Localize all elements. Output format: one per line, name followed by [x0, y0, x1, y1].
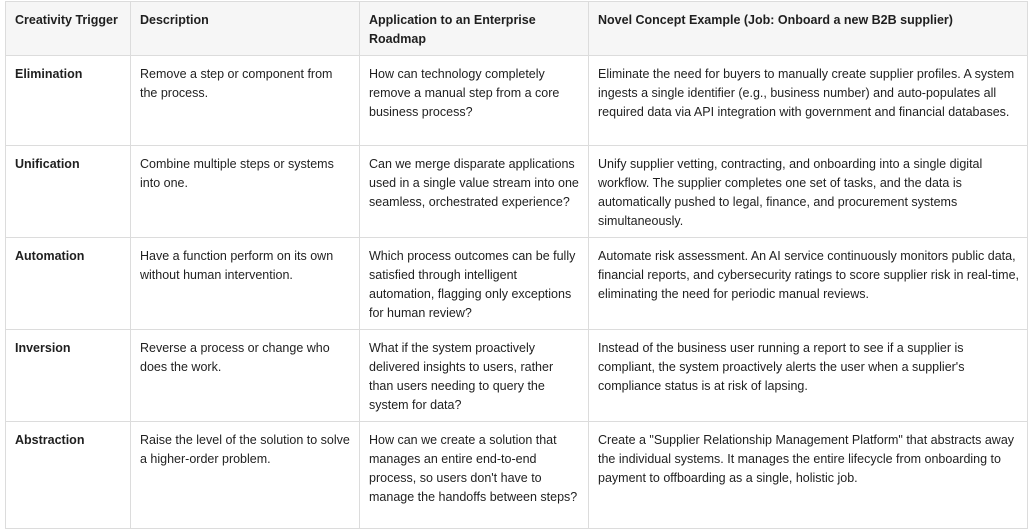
description-cell: Remove a step or component from the process. [131, 56, 360, 146]
table-row [6, 238, 1028, 330]
application-cell: Can we merge disparate applications used in a single value stream into one seamless, orchestrated experience? [360, 146, 589, 238]
header-description: Description [131, 2, 360, 56]
application-cell: How can we create a solution that manages an entire end-to-end process, so users don't have to manage the handoffs between steps? [360, 422, 589, 529]
trigger-cell: Automation [6, 238, 131, 330]
application-cell: What if the system proactively delivered insights to users, rather than users needing to query the system for data? [360, 330, 589, 422]
table-header-row [6, 2, 1028, 56]
application-cell: How can technology completely remove a manual step from a core business process? [360, 56, 589, 146]
description-cell: Reverse a process or change who does the work. [131, 330, 360, 422]
application-cell: Which process outcomes can be fully satisfied through intelligent automation, flagging only exceptions for human review? [360, 238, 589, 330]
trigger-cell: Unification [6, 146, 131, 238]
example-cell: Instead of the business user running a report to see if a supplier is compliant, the system proactively alerts the user when a supplier's compliance status is at risk of lapsing. [589, 330, 1028, 422]
description-cell: Combine multiple steps or systems into one. [131, 146, 360, 238]
example-cell: Create a "Supplier Relationship Management Platform" that abstracts away the individual systems. It manages the entire lifecycle from onboarding to payment to offboarding as a single, holistic job. [589, 422, 1028, 529]
description-cell: Raise the level of the solution to solve a higher-order problem. [131, 422, 360, 529]
example-cell: Automate risk assessment. An AI service continuously monitors public data, financial reports, and cybersecurity ratings to score supplier risk in real-time, eliminating the need for periodic manual reviews. [589, 238, 1028, 330]
example-cell: Unify supplier vetting, contracting, and onboarding into a single digital workflow. The supplier completes one set of tasks, and the data is automatically pushed to legal, finance, and procurement systems simultaneously. [589, 146, 1028, 238]
header-novel-concept-example: Novel Concept Example (Job: Onboard a new B2B supplier) [589, 2, 1028, 56]
table-row [6, 146, 1028, 238]
creativity-triggers-table [5, 1, 1028, 529]
example-cell: Eliminate the need for buyers to manually create supplier profiles. A system ingests a single identifier (e.g., business number) and auto-populates all required data via API integration with government and financial databases. [589, 56, 1028, 146]
header-creativity-trigger: Creativity Trigger [6, 2, 131, 56]
trigger-cell: Abstraction [6, 422, 131, 529]
table-row [6, 330, 1028, 422]
header-application: Application to an Enterprise Roadmap [360, 2, 589, 56]
description-cell: Have a function perform on its own without human intervention. [131, 238, 360, 330]
trigger-cell: Inversion [6, 330, 131, 422]
table-row [6, 56, 1028, 146]
trigger-cell: Elimination [6, 56, 131, 146]
table-row [6, 422, 1028, 529]
